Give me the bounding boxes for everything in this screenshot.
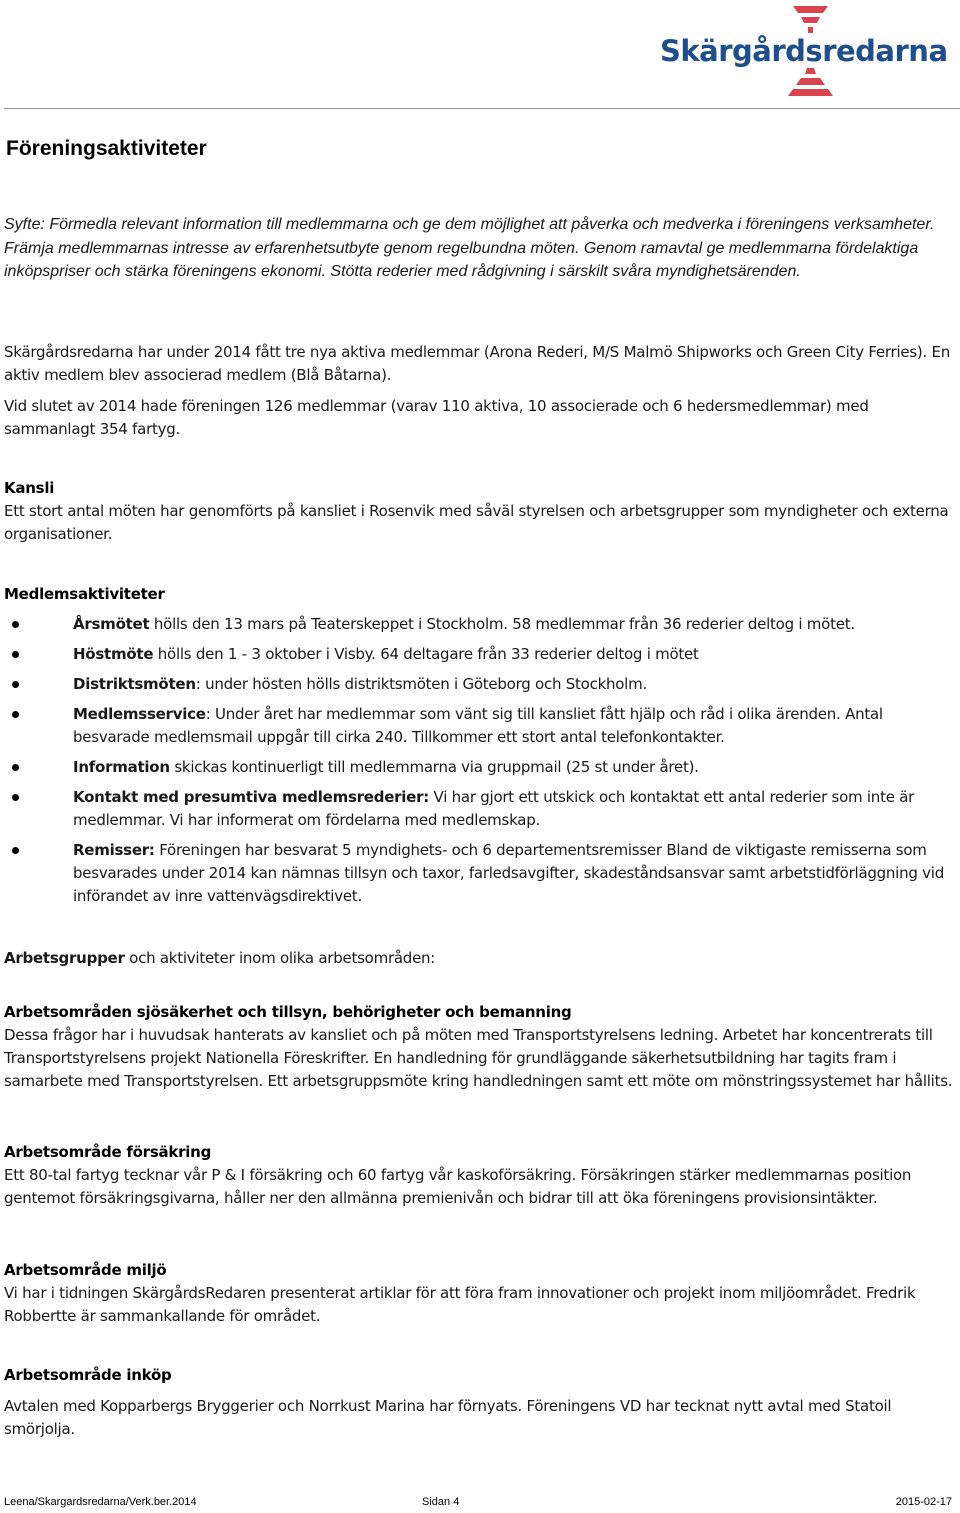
members-paragraph-1: Skärgårdsredarna har under 2014 fått tre nya aktiva medlemmar (Arona Rederi, M/S Malmö Shipworks och Green City Ferries). En aktiv medlem blev associerad medlem (Blå Båtarna). [4,343,951,384]
kansli-heading: Kansli [4,479,55,497]
area-heading: Arbetsområde inköp [4,1366,172,1384]
list-item [0,786,952,832]
arbetsgrupper-text: och aktiviteter inom olika arbetsområden: [124,949,436,967]
list-item [0,673,952,696]
item-text: : Under året har medlemmar som vänt sig till kansliet fått hjälp och råd i olika ärenden. Antal besvarade medlemsmail uppgår till cirka 240. Tillkommer ett stort antal telefonkontakter. [73,705,883,746]
item-label: Årsmötet [73,615,150,633]
item-text: Vi har gjort ett utskick och kontaktat ett antal rederier som inte är medlemmar. Vi har informerat om fördelarna med medlemskap. [73,788,915,829]
members-paragraph-2: Vid slutet av 2014 hade föreningen 126 medlemmar (varav 110 aktiva, 10 associerade och 6 hedersmedlemmar) med sammanlagt 354 fartyg. [4,397,869,438]
purpose-text: Syfte: Förmedla relevant information till medlemmarna och ge dem möjlighet att påverka och medverka i föreningens verksamheter. Främja medlemmarnas intresse av erfarenhetsutbyte genom regelbundna möten. Genom ramavtal ge medlemmarna fördelaktiga inköpspriser och stärka föreningens ekonomi. Stötta rederier med rådgivning i särskilt svåra myndighetsärenden. [4,216,935,280]
activities-list [0,613,952,915]
item-text: skickas kontinuerligt till medlemmarna via gruppmail (25 st under året). [169,758,699,776]
item-text: Föreningen har besvarat 5 myndighets- och 6 departementsremisser Bland de viktigaste remisserna som besvarades under 2014 kan nämnas tillsyn och taxor, farledsavgifter, skadeståndsansvar samt arbetstidförläggning vid införandet av inre vattenvägsdirektivet. [73,841,944,905]
list-item [0,613,952,636]
item-text: hölls den 1 - 3 oktober i Visby. 64 deltagare från 33 rederier deltog i mötet [153,645,699,663]
area-text: Vi har i tidningen SkärgårdsRedaren presenterat artiklar för att föra fram innovationer och projekt inom miljöområdet. Fredrik Robbertte är sammankallande för området. [4,1284,916,1325]
list-item [0,643,952,666]
item-text: hölls den 13 mars på Teaterskeppet i Stockholm. 58 medlemmar från 36 rederier deltog i mötet. [149,615,855,633]
item-label: Medlemsservice [73,705,206,723]
header-divider [4,108,960,109]
area-heading: Arbetsområde försäkring [4,1143,212,1161]
item-label: Distriktsmöten [73,675,196,693]
list-item [0,756,952,779]
area-text: Ett 80-tal fartyg tecknar vår P & I försäkring och 60 fartyg vår kaskoförsäkring. Försäkringen stärker medlemmarnas position gentemot försäkringsgivarna, håller ner den allmänna premienivån och bidrar till att öka föreningens provisionsintäkter. [4,1166,912,1207]
area-heading: Arbetsområde miljö [4,1261,167,1279]
item-label: Höstmöte [73,645,154,663]
item-label: Information [73,758,170,776]
arbetsgrupper-intro [4,947,956,970]
kansli-text: Ett stort antal möten har genomförts på kansliet i Rosenvik med såväl styrelsen och arbetsgrupper som myndigheter och externa organisationer. [4,502,949,543]
area-heading: Arbetsområden sjösäkerhet och tillsyn, behörigheter och bemanning [4,1003,572,1021]
item-label: Kontakt med presumtiva medlemsrederier: [73,788,429,806]
item-label: Remisser: [73,841,155,859]
logo-wordmark: Skärgårdsredarna [660,34,948,68]
list-item [0,703,952,749]
area-text: Dessa frågor har i huvudsak hanterats av kansliet och på möten med Transportstyrelsens ledning. Arbetet har koncentrerats till Transportstyrelsens projekt Nationella Föreskrifter. En handledning för grundläggande säkerhetsutbildning har tagits fram i samarbete med Transportstyrelsen. Ett arbetsgruppsmöte kring handledningen samt ett möte om mönstringssystemet har hållits. [4,1026,953,1090]
medlemsaktiviteter-heading: Medlemsaktiviteter [4,585,165,603]
company-logo [660,4,950,102]
list-item [0,839,952,908]
footer-path: Leena/Skargardsredarna/Verk.ber.2014 [4,1496,197,1508]
area-text: Avtalen med Kopparbergs Bryggerier och Norrkust Marina har förnyats. Föreningens VD har tecknat nytt avtal med Statoil smörjolja. [4,1397,892,1438]
arbetsgrupper-label: Arbetsgrupper [4,949,125,967]
footer-page-number: Sidan 4 [422,1496,460,1508]
page-title: Föreningsaktiviteter [6,137,207,160]
footer-date: 2015-02-17 [895,1496,952,1508]
item-text: : under hösten hölls distriktsmöten i Göteborg och Stockholm. [195,675,647,693]
